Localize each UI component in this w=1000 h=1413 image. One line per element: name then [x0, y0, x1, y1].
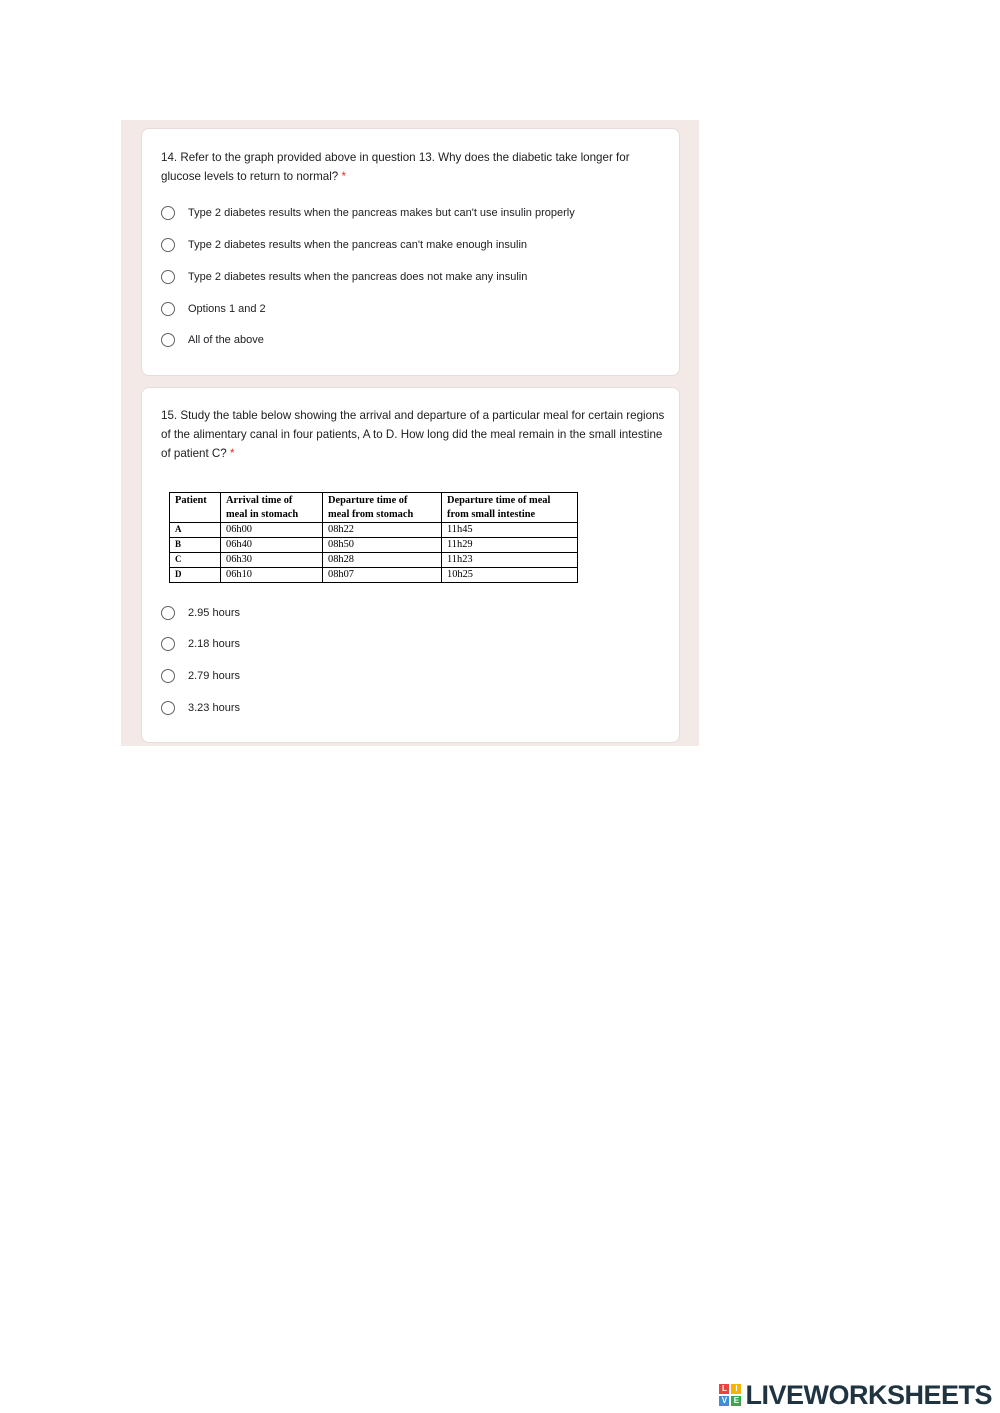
radio-button[interactable]: [161, 206, 175, 220]
logo-tiles-icon: [719, 1384, 741, 1406]
required-asterisk: *: [229, 447, 235, 460]
radio-button[interactable]: [161, 637, 175, 651]
q15-option-3[interactable]: [161, 666, 240, 686]
option-label: Type 2 diabetes results when the pancreas can't make enough insulin: [188, 239, 528, 251]
radio-button[interactable]: [161, 238, 175, 252]
logo-tile: I: [731, 1384, 741, 1394]
required-asterisk: *: [341, 170, 346, 183]
q15-option-4[interactable]: [161, 698, 240, 718]
logo-tile: E: [731, 1396, 741, 1406]
table-cell: 11h23: [442, 553, 578, 568]
table-cell: D: [170, 568, 221, 583]
table-cell: 08h22: [323, 523, 442, 538]
q15-option-2[interactable]: [161, 634, 240, 654]
option-label: 3.23 hours: [188, 702, 240, 714]
table-cell: 08h07: [323, 568, 442, 583]
question-card-15: [141, 387, 680, 743]
table-row: [170, 523, 578, 538]
question-card-14: [141, 128, 680, 376]
table-cell: 08h50: [323, 538, 442, 553]
table-row: [170, 568, 578, 583]
option-label: 2.79 hours: [188, 670, 240, 682]
table-cell: 06h40: [221, 538, 323, 553]
q15-option-1[interactable]: [161, 603, 240, 623]
q14-option-1[interactable]: [161, 203, 575, 223]
q14-option-3[interactable]: [161, 267, 527, 287]
radio-button[interactable]: [161, 606, 175, 620]
question-14-text: 14. Refer to the graph provided above in question 13. Why does the diabetic take longer for glucose levels to return to normal? *: [161, 151, 630, 183]
radio-button[interactable]: [161, 302, 175, 316]
table-header-row: [170, 493, 578, 523]
header-arrival-stomach: Arrival time of meal in stomach: [221, 493, 323, 523]
table-cell: 10h25: [442, 568, 578, 583]
option-label: Type 2 diabetes results when the pancreas does not make any insulin: [188, 271, 528, 283]
meal-times-table: [169, 492, 578, 583]
q14-option-2[interactable]: [161, 235, 527, 255]
radio-button[interactable]: [161, 701, 175, 715]
table-cell: 11h29: [442, 538, 578, 553]
table-cell: 06h30: [221, 553, 323, 568]
option-label: All of the above: [188, 334, 264, 346]
header-patient: Patient: [170, 493, 221, 523]
table-cell: A: [170, 523, 221, 538]
table-row: [170, 538, 578, 553]
table-cell: B: [170, 538, 221, 553]
radio-button[interactable]: [161, 669, 175, 683]
table-cell: 06h10: [221, 568, 323, 583]
option-label: Type 2 diabetes results when the pancreas makes but can't use insulin properly: [188, 207, 575, 219]
table-cell: 08h28: [323, 553, 442, 568]
table-cell: 06h00: [221, 523, 323, 538]
q14-option-5[interactable]: [161, 330, 264, 350]
logo-tile: V: [719, 1396, 729, 1406]
header-departure-small-intestine: Departure time of meal from small intestine: [442, 493, 578, 523]
option-label: 2.18 hours: [188, 638, 240, 650]
question-15-text: 15. Study the table below showing the arrival and departure of a particular meal for certain regions of the alimentary canal in four patients, A to D. How long did the meal remain in the small intestine of patient C? *: [161, 409, 665, 460]
header-departure-stomach: Departure time of meal from stomach: [323, 493, 442, 523]
table-cell: 11h45: [442, 523, 578, 538]
table-cell: C: [170, 553, 221, 568]
radio-button[interactable]: [161, 333, 175, 347]
radio-button[interactable]: [161, 270, 175, 284]
option-label: 2.95 hours: [188, 607, 240, 619]
liveworksheets-logo: [719, 1378, 992, 1412]
option-label: Options 1 and 2: [188, 303, 266, 315]
logo-tile: L: [719, 1384, 729, 1394]
table-row: [170, 553, 578, 568]
q14-option-4[interactable]: [161, 299, 266, 319]
logo-text: LIVEWORKSHEETS: [745, 1379, 992, 1410]
